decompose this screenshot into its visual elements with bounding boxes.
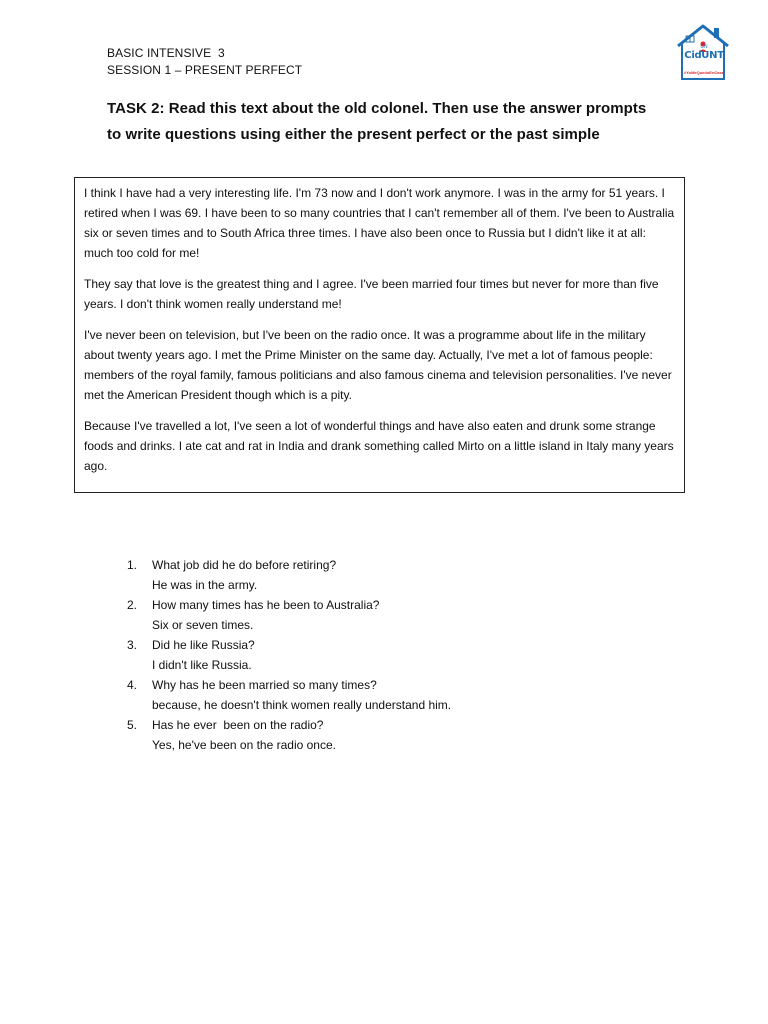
task-instructions	[107, 96, 707, 148]
answer-list	[127, 555, 627, 755]
item-number: 2.	[127, 598, 138, 612]
question-text: Has he ever been on the radio?	[152, 718, 324, 732]
task-line-1: TASK 2: Read this text about the old colonel. Then use the answer prompts	[107, 100, 647, 117]
list-item	[127, 595, 627, 635]
answer-text: Six or seven times.	[152, 618, 254, 632]
question-text: Why has he been married so many times?	[152, 678, 377, 692]
session-title: SESSION 1 – PRESENT PERFECT	[107, 63, 303, 77]
logo-brand: CidUNT	[684, 50, 724, 61]
list-item	[127, 555, 627, 595]
question-text: What job did he do before retiring?	[152, 558, 337, 572]
answer-text: He was in the army.	[152, 578, 258, 592]
logo-tagline: #YoMeQuedoEnCasa	[684, 70, 724, 75]
list-item	[127, 675, 627, 715]
item-number: 5.	[127, 718, 138, 732]
item-number: 4.	[127, 678, 138, 692]
reading-text-box	[74, 177, 685, 493]
document-header	[107, 45, 302, 79]
task-line-2: to write questions using either the present perfect or the past simple	[107, 126, 600, 143]
question-text: How many times has he been to Australia?	[152, 598, 380, 612]
course-title: BASIC INTENSIVE 3	[107, 46, 225, 60]
list-item	[127, 715, 627, 755]
answer-text: I didn't like Russia.	[152, 658, 252, 672]
reading-paragraph-2: They say that love is the greatest thing and I agree. I've been married four times but never for more than five years. I don't think women really understand me!	[84, 277, 659, 311]
list-item	[127, 635, 627, 675]
reading-paragraph-1: I think I have had a very interesting life. I'm 73 now and I don't work anymore. I was in the army for 51 years. I retired when I was 69. I have been to so many countries that I can't remember all of them. I've been to Australia six or seven times and to South Africa three times. I have also been once to Russia but I didn't like it at all: much too cold for me!	[84, 186, 675, 260]
reading-paragraph-3: I've never been on television, but I've been on the radio once. It was a programme about life in the military about twenty years ago. I met the Prime Minister on the same day. Actually, I've met a lot of famous people: members of the royal family, famous politicians and also famous cinema and television personalities. I've never met the American President though which is a pity.	[84, 328, 672, 402]
item-number: 3.	[127, 638, 138, 652]
answer-text: because, he doesn't think women really understand him.	[152, 698, 452, 712]
answer-text: Yes, he've been on the radio once.	[152, 738, 336, 752]
question-text: Did he like Russia?	[152, 638, 255, 652]
reading-paragraph-4: Because I've travelled a lot, I've seen a lot of wonderful things and have also eaten and drunk some strange foods and drinks. I ate cat and rat in India and drank something called Mirto on a little island in Italy many years ago.	[84, 419, 674, 473]
logo-top-label: UN	[700, 44, 708, 50]
item-number: 1.	[127, 558, 138, 572]
